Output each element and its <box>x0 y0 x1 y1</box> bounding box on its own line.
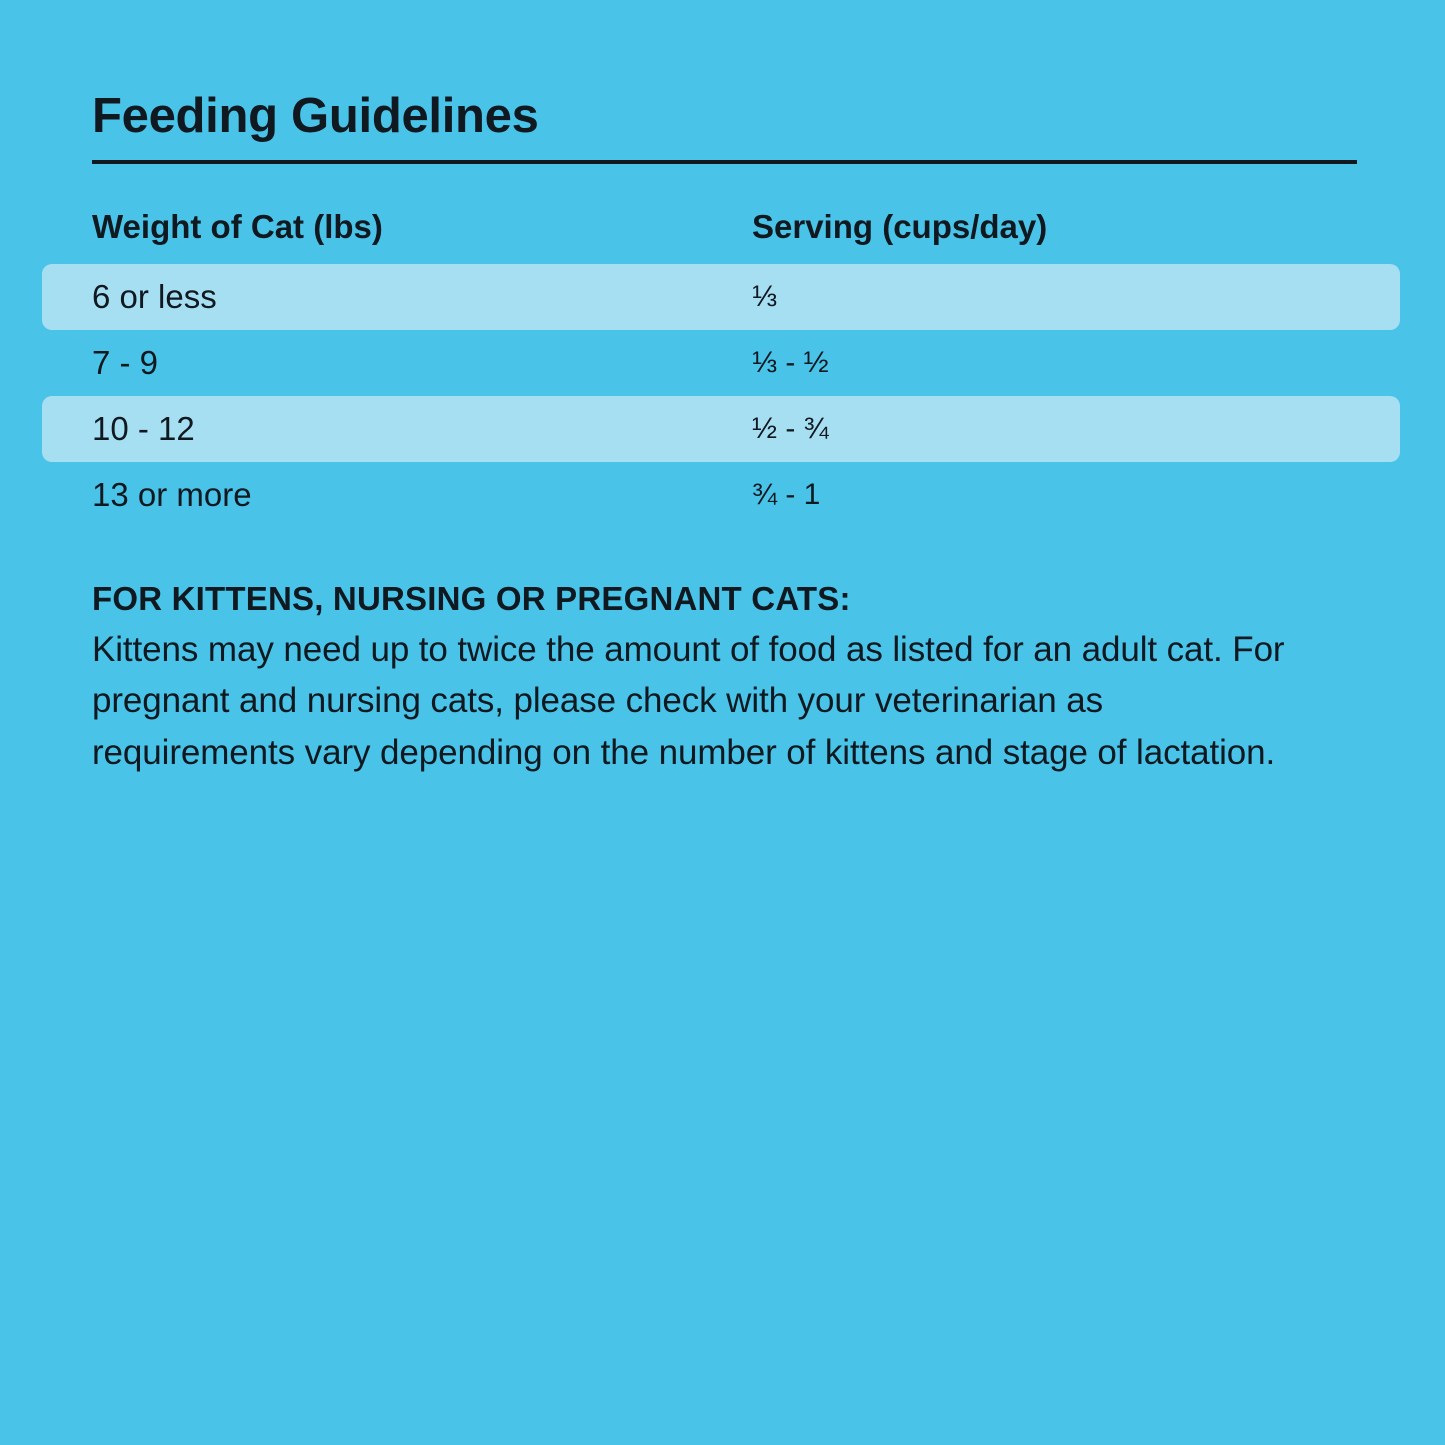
cell-weight: 13 or more <box>92 476 252 513</box>
table-row <box>42 396 1400 462</box>
cell-serving: ⅓ - ½ <box>752 346 829 379</box>
kitten-note-heading: FOR KITTENS, NURSING OR PREGNANT CATS: <box>92 580 851 617</box>
cell-serving: ½ - ¾ <box>752 412 829 445</box>
page-title: Feeding Guidelines <box>92 89 539 143</box>
cell-weight: 6 or less <box>92 278 217 315</box>
cell-serving: ⅓ <box>752 280 778 313</box>
cell-weight: 7 - 9 <box>92 344 159 381</box>
table-row <box>90 330 1400 396</box>
kitten-note-body: Kittens may need up to twice the amount of food as listed for an adult cat. For pregnant and nursing cats, please check with your veterinarian as requirements vary depending on the number of kittens and stage of lactation. <box>92 630 1285 772</box>
column-header-serving: Serving (cups/day) <box>752 208 1048 245</box>
table-header-row <box>90 190 1400 264</box>
title-divider <box>92 160 1357 164</box>
table-row <box>90 462 1400 528</box>
cell-serving: ¾ - 1 <box>752 478 821 511</box>
cell-weight: 10 - 12 <box>92 410 195 447</box>
column-header-weight: Weight of Cat (lbs) <box>92 208 383 245</box>
feeding-table <box>90 190 1400 528</box>
kitten-note <box>90 580 1300 778</box>
table-row <box>42 264 1400 330</box>
